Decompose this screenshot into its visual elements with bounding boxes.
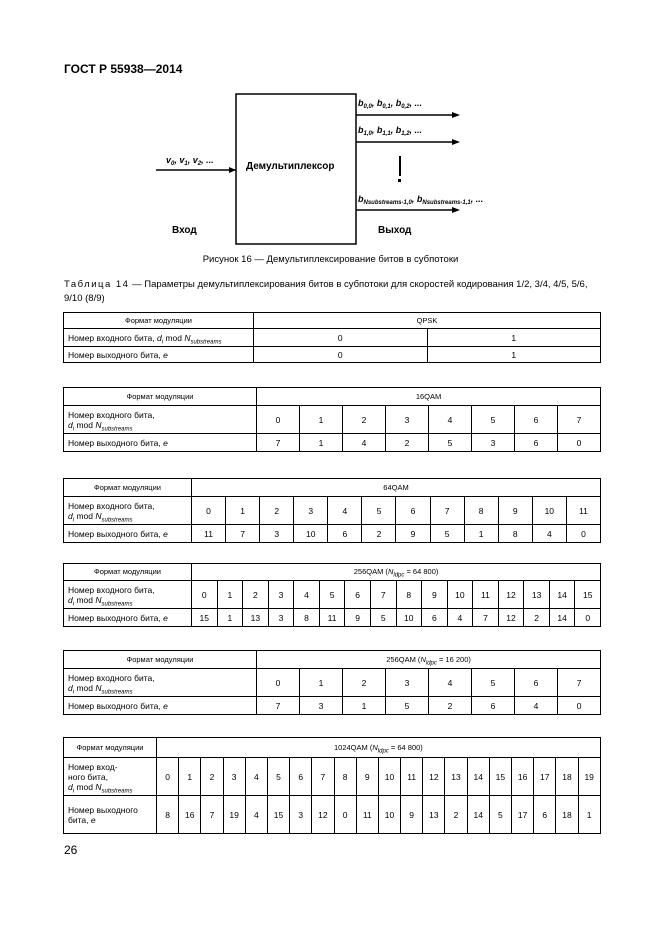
header-row (64, 651, 601, 669)
document-header: ГОСТ Р 55938—2014 (64, 62, 183, 76)
output-bit-text-1: Номер выходного (68, 804, 138, 815)
input-bit-text: Номер входного бита, (68, 409, 155, 420)
input-bit-cell: 8 (464, 497, 498, 525)
input-bit-cell: 1 (179, 758, 201, 796)
output-bit-row (64, 697, 601, 715)
header-row (64, 313, 601, 329)
input-bit-cell: 11 (473, 581, 499, 609)
output-bit-row (64, 434, 601, 452)
input-bit-cell: 15 (489, 758, 511, 796)
output-bit-text: Номер выходного бита, (68, 528, 164, 539)
output-bit-label (64, 434, 257, 452)
input-bit-cell: 5 (267, 758, 289, 796)
output-bit-cell: 3 (260, 525, 294, 543)
input-bit-cell: 9 (356, 758, 378, 796)
output-bit-cell: 3 (472, 434, 515, 452)
input-bit-cell: 5 (362, 497, 396, 525)
input-bit-cell: 1 (217, 581, 243, 609)
modulation-table-4 (63, 650, 601, 715)
output-bit-cell: 1 (427, 347, 601, 363)
input-bit-cell: 11 (401, 758, 423, 796)
output-bit-cell: 7 (257, 434, 300, 452)
input-bit-text-2: ного бита, (68, 771, 108, 782)
input-bit-text: Номер входного бита, (68, 500, 155, 511)
input-bit-cell: 7 (558, 669, 601, 697)
output-stream-1-label: $b_{1,0}$, $b_{1,1}$, $b_{1,2}$, ... (358, 125, 423, 137)
format-label: Формат модуляции (76, 742, 144, 752)
output-bit-label (64, 609, 192, 627)
output-bit-cell: 1 (578, 796, 600, 834)
output-bit-cell: 1 (464, 525, 498, 543)
n-var: N (184, 332, 191, 343)
input-bit-row (64, 669, 601, 697)
demultiplexer-figure (150, 88, 520, 248)
input-bit-row (64, 329, 601, 347)
output-bit-cell: 2 (362, 525, 396, 543)
output-bit-cell: 5 (370, 609, 396, 627)
header-row (64, 738, 601, 758)
output-bit-cell: 0 (558, 697, 601, 715)
input-bit-cell: 4 (429, 406, 472, 434)
output-bit-cell: 3 (290, 796, 312, 834)
input-bit-cell: 18 (556, 758, 578, 796)
input-bit-cell: 12 (423, 758, 445, 796)
input-bit-row (64, 758, 601, 796)
modulation-name: 1024QAM ( (334, 742, 373, 752)
output-label: Выход (378, 225, 412, 236)
format-header-cell (64, 388, 257, 406)
output-bit-label (64, 697, 257, 715)
input-bit-cell: 4 (429, 669, 472, 697)
input-bit-label (64, 406, 257, 434)
format-label: Формат модуляции (125, 315, 192, 325)
output-arrowhead-1 (452, 139, 460, 145)
e-var: e (163, 612, 168, 623)
output-arrowhead-0 (452, 112, 460, 118)
output-stream-last-label: $b_{Nsubstreams-1,0}$, $b_{Nsubstreams-1,1}$, ... (358, 194, 484, 206)
demultiplexer-diagram (150, 88, 520, 248)
input-bit-cell: 7 (370, 581, 396, 609)
n-var: N (95, 510, 102, 521)
output-bit-cell: 6 (328, 525, 362, 543)
output-bit-text-2: бита, (68, 814, 91, 825)
input-bit-cell: 2 (243, 581, 269, 609)
modulation-table-0 (63, 312, 601, 363)
modulation-table-1 (63, 387, 601, 452)
input-bit-cell: 5 (472, 406, 515, 434)
input-bit-cell: 7 (430, 497, 464, 525)
output-bit-cell: 11 (319, 609, 345, 627)
output-bit-cell: 6 (422, 609, 448, 627)
substreams-sub: substreams (101, 426, 133, 433)
input-bit-text: Номер входного бита, (68, 584, 155, 595)
substreams-sub: substreams (101, 689, 133, 696)
output-bit-cell: 6 (515, 434, 558, 452)
mod-text: mod (74, 419, 96, 430)
modulation-header-cell (257, 651, 601, 669)
output-bit-cell: 1 (300, 434, 343, 452)
mod-text: mod (74, 682, 96, 693)
input-bit-row (64, 406, 601, 434)
format-header-cell (64, 564, 192, 581)
modulation-sub: ldpc (425, 660, 437, 666)
substreams-sub: substreams (101, 517, 133, 524)
output-bit-text: Номер выходного бита, (68, 612, 164, 623)
header-row (64, 479, 601, 497)
output-bit-row (64, 525, 601, 543)
e-var: e (163, 349, 168, 360)
table-number: Таблица 14 (64, 279, 130, 290)
modulation-var: N (387, 567, 394, 576)
output-bit-cell: 4 (343, 434, 386, 452)
continuation-bar (399, 156, 401, 176)
output-bit-cell: 4 (447, 609, 473, 627)
output-bit-cell: 9 (401, 796, 423, 834)
format-label: Формат модуляции (94, 482, 161, 492)
modulation-name: 64QAM (383, 482, 409, 492)
output-bit-row (64, 796, 601, 834)
output-bit-cell: 3 (268, 609, 294, 627)
input-bit-cell: 3 (294, 497, 328, 525)
mod-text: mod (74, 510, 96, 521)
output-bit-cell: 0 (558, 434, 601, 452)
input-bit-cell: 3 (268, 581, 294, 609)
output-bit-cell: 6 (534, 796, 556, 834)
output-arrowhead-last (452, 207, 460, 213)
output-bit-cell: 15 (267, 796, 289, 834)
input-bit-cell: 1 (226, 497, 260, 525)
input-bit-cell: 8 (334, 758, 356, 796)
n-var: N (95, 781, 102, 792)
substreams-sub: substreams (190, 339, 222, 346)
n-var: N (95, 594, 102, 605)
mod-text: mod (74, 781, 96, 792)
input-stream-label: $v_0$, $v_1$, $v_2$, ... (166, 155, 214, 167)
input-bit-cell: 10 (378, 758, 400, 796)
output-bit-cell: 14 (549, 609, 575, 627)
substreams-sub: substreams (101, 788, 133, 795)
input-bit-cell: 4 (328, 497, 362, 525)
output-bit-cell: 10 (378, 796, 400, 834)
input-bit-cell: 16 (512, 758, 534, 796)
output-bit-cell: 2 (429, 697, 472, 715)
table-caption (64, 278, 604, 306)
modulation-header-cell (157, 738, 601, 758)
output-bit-cell: 7 (473, 609, 499, 627)
modulation-table-2 (63, 478, 601, 543)
modulation-sub: ldpc (377, 748, 389, 754)
input-bit-cell: 7 (558, 406, 601, 434)
input-bit-text: Номер входного бита, (68, 332, 157, 343)
output-bit-cell: 1 (217, 609, 243, 627)
format-label: Формат модуляции (126, 391, 194, 401)
input-bit-cell: 4 (294, 581, 320, 609)
input-bit-row (64, 497, 601, 525)
format-label: Формат модуляции (126, 654, 194, 664)
modulation-sub: ldpc (393, 572, 405, 579)
input-bit-cell: 5 (472, 669, 515, 697)
modulation-tail: = 16 200) (436, 654, 471, 664)
modulation-name: 16QAM (415, 391, 442, 401)
input-bit-cell: 6 (396, 497, 430, 525)
n-var: N (95, 419, 102, 430)
input-bit-cell: 0 (257, 406, 300, 434)
modulation-tail: = 64 800) (388, 742, 423, 752)
input-bit-cell: 15 (575, 581, 601, 609)
input-bit-cell: 10 (447, 581, 473, 609)
input-bit-cell: 8 (396, 581, 422, 609)
i-sub: i (72, 788, 75, 795)
input-bit-cell: 14 (467, 758, 489, 796)
output-stream-0-label: $b_{0,0}$, $b_{0,1}$, $b_{0,2}$, ... (358, 98, 423, 110)
output-bit-cell: 15 (192, 609, 218, 627)
format-label: Формат модуляции (94, 567, 161, 576)
input-bit-cell: 5 (319, 581, 345, 609)
output-bit-cell: 8 (498, 525, 532, 543)
e-var: e (163, 437, 168, 448)
output-bit-cell: 4 (515, 697, 558, 715)
modulation-header-cell (254, 313, 601, 329)
modulation-name: 256QAM ( (386, 654, 421, 664)
input-bit-cell: 6 (345, 581, 371, 609)
continuation-dot (398, 179, 401, 182)
modulation-name: QPSK (416, 315, 438, 325)
output-bit-cell: 4 (245, 796, 267, 834)
i-sub: i (72, 426, 75, 433)
output-bit-cell: 1 (343, 697, 386, 715)
d-var: d (68, 682, 73, 693)
output-bit-label (64, 347, 254, 363)
input-bit-cell: 6 (515, 669, 558, 697)
i-sub: i (72, 517, 75, 524)
output-bit-cell: 11 (356, 796, 378, 834)
output-bit-cell: 8 (294, 609, 320, 627)
input-bit-cell: 7 (312, 758, 334, 796)
demultiplexer-label: Демультиплексор (246, 161, 335, 172)
output-bit-cell: 12 (312, 796, 334, 834)
modulation-var: N (420, 654, 426, 664)
header-row (64, 388, 601, 406)
input-bit-cell: 17 (534, 758, 556, 796)
output-bit-cell: 0 (566, 525, 600, 543)
input-bit-label (64, 329, 254, 347)
output-bit-cell: 13 (423, 796, 445, 834)
input-bit-label (64, 669, 257, 697)
modulation-table-5 (63, 737, 601, 834)
input-bit-text-1: Номер вход- (68, 761, 118, 772)
input-bit-cell: 12 (498, 581, 524, 609)
input-bit-cell: 11 (566, 497, 600, 525)
output-bit-cell: 7 (226, 525, 260, 543)
d-var: d (68, 781, 73, 792)
output-bit-cell: 11 (192, 525, 226, 543)
figure-caption: Рисунок 16 — Демультиплексирование битов в субпотоки (202, 254, 459, 265)
input-bit-cell: 0 (192, 497, 226, 525)
output-bit-label (64, 796, 157, 834)
d-var: d (68, 419, 73, 430)
output-bit-text: Номер выходного бита, (68, 437, 164, 448)
output-bit-label (64, 525, 192, 543)
input-bit-cell: 2 (201, 758, 223, 796)
input-bit-cell: 9 (498, 497, 532, 525)
output-bit-cell: 18 (556, 796, 578, 834)
i-sub: i (72, 689, 75, 696)
input-bit-cell: 10 (532, 497, 566, 525)
modulation-header-cell (192, 479, 601, 497)
output-bit-text: Номер выходного бита, (68, 700, 164, 711)
page-number: 26 (64, 843, 78, 857)
input-bit-cell: 3 (386, 406, 429, 434)
output-bit-cell: 5 (429, 434, 472, 452)
output-bit-cell: 7 (257, 697, 300, 715)
mod-text: mod (74, 594, 96, 605)
d-var: d (68, 594, 73, 605)
output-bit-cell: 0 (575, 609, 601, 627)
output-bit-cell: 0 (254, 347, 428, 363)
output-bit-cell: 16 (179, 796, 201, 834)
modulation-var: N (372, 742, 378, 752)
output-bit-row (64, 609, 601, 627)
modulation-header-cell (257, 388, 601, 406)
input-bit-cell: 14 (549, 581, 575, 609)
input-bit-cell: 6 (290, 758, 312, 796)
modulation-header-cell (192, 564, 601, 581)
input-bit-cell: 0 (257, 669, 300, 697)
input-bit-cell: 0 (254, 329, 428, 347)
output-bit-cell: 6 (472, 697, 515, 715)
input-bit-cell: 19 (578, 758, 600, 796)
input-arrowhead (229, 167, 236, 173)
input-bit-text: Номер входного бита, (68, 672, 155, 683)
input-bit-cell: 2 (343, 669, 386, 697)
output-bit-text: Номер выходного бита, (68, 349, 164, 360)
modulation-name: 256QAM ( (353, 567, 388, 576)
output-bit-cell: 5 (386, 697, 429, 715)
table-title: — Параметры демультиплексирования битов в субпотоки для скоростей кодирования 1/2, 3/4, 4/5, 5/6, 9/10 (8/9) (64, 279, 588, 304)
modulation-table-3 (63, 563, 601, 627)
input-bit-cell: 6 (515, 406, 558, 434)
input-bit-cell: 3 (386, 669, 429, 697)
substreams-sub: substreams (101, 601, 133, 608)
input-bit-cell: 0 (192, 581, 218, 609)
format-header-cell (64, 479, 192, 497)
i-sub: i (161, 339, 164, 346)
input-bit-cell: 2 (260, 497, 294, 525)
modulation-tail: = 64 800) (404, 567, 439, 576)
input-bit-cell: 2 (343, 406, 386, 434)
output-bit-cell: 19 (223, 796, 245, 834)
input-label: Вход (172, 225, 197, 236)
input-bit-cell: 1 (300, 669, 343, 697)
output-bit-cell: 7 (201, 796, 223, 834)
output-bit-cell: 10 (294, 525, 328, 543)
output-bit-cell: 3 (300, 697, 343, 715)
output-bit-cell: 5 (489, 796, 511, 834)
n-var: N (95, 682, 102, 693)
input-bit-cell: 9 (422, 581, 448, 609)
output-bit-cell: 2 (445, 796, 467, 834)
e-var: e (163, 700, 168, 711)
d-var: d (156, 332, 162, 343)
output-bit-cell: 9 (345, 609, 371, 627)
output-bit-cell: 9 (396, 525, 430, 543)
e-var: e (163, 528, 168, 539)
input-bit-cell: 1 (300, 406, 343, 434)
input-bit-cell: 13 (524, 581, 550, 609)
input-bit-cell: 4 (245, 758, 267, 796)
format-header-cell (64, 651, 257, 669)
input-bit-label (64, 581, 192, 609)
output-bit-cell: 4 (532, 525, 566, 543)
i-sub: i (72, 601, 75, 608)
format-header-cell (64, 738, 157, 758)
header-row (64, 564, 601, 581)
output-bit-row (64, 347, 601, 363)
output-bit-cell: 17 (512, 796, 534, 834)
mod-text: mod (163, 332, 185, 343)
output-bit-cell: 8 (157, 796, 179, 834)
input-bit-cell: 13 (445, 758, 467, 796)
output-bit-cell: 13 (243, 609, 269, 627)
input-bit-cell: 0 (157, 758, 179, 796)
d-var: d (68, 510, 73, 521)
input-bit-label (64, 758, 157, 796)
output-bit-cell: 14 (467, 796, 489, 834)
input-bit-cell: 3 (223, 758, 245, 796)
input-bit-row (64, 581, 601, 609)
input-bit-cell: 1 (427, 329, 601, 347)
output-bit-cell: 0 (334, 796, 356, 834)
e-var: e (90, 814, 96, 825)
input-bit-label (64, 497, 192, 525)
output-bit-cell: 2 (524, 609, 550, 627)
format-header-cell (64, 313, 254, 329)
output-bit-cell: 10 (396, 609, 422, 627)
output-bit-cell: 12 (498, 609, 524, 627)
output-bit-cell: 5 (430, 525, 464, 543)
output-bit-cell: 2 (386, 434, 429, 452)
